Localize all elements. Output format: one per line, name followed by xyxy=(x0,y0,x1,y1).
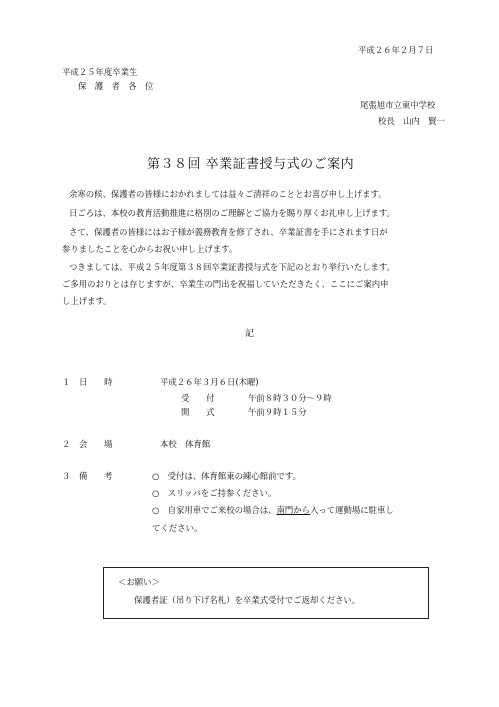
note-parking xyxy=(152,506,394,514)
note-reception-place: ○ 受付は、体育館東の練心館前です。 xyxy=(152,471,302,481)
item-label-datetime: 日 時 xyxy=(79,377,113,387)
announcement-line-2: ご多用のおりとは存じますが、卒業生の門出を祝福していただきたく、ここにご案内申 xyxy=(62,279,389,289)
item-number-venue: ２ xyxy=(62,439,71,449)
note-slippers: ○ スリッパをご持参ください。 xyxy=(152,488,277,498)
request-heading: ＜お願い＞ xyxy=(118,577,160,587)
thanks-paragraph: 日ごろは、本校の教育活動推進に格別のご理解とご協力を賜り厚くお礼申し上げます。 xyxy=(69,208,395,218)
opening-time: 午前９時１５分 xyxy=(248,407,307,417)
note-parking-pre: ○ 自家用車でご来校の場合は、 xyxy=(152,505,277,515)
page-title: 第３８回 卒業証書授与式のご案内 xyxy=(147,157,355,172)
reception-label: 受 付 xyxy=(181,393,215,403)
reception-time: 午前８時３０分～９時 xyxy=(248,393,332,403)
announcement-line-3: し上げます。 xyxy=(62,296,112,306)
greeting-paragraph: 余寒の候、保護者の皆様におかれましては益々ご清祥のこととお喜び申し上げます。 xyxy=(69,189,387,199)
note-parking-south-gate: 南門から xyxy=(276,505,311,515)
request-box xyxy=(103,567,429,619)
ceremony-date: 平成２６年３月６日(木曜) xyxy=(160,377,259,387)
announcement-line-1: つきましては、平成２５年度第３８回卒業証書授与式を下記のとおり挙行いたします。 xyxy=(69,262,395,272)
addressee-guardians: 保 護 者 各 位 xyxy=(78,81,154,91)
document-date: 平成２６年２月７日 xyxy=(358,45,434,55)
item-label-notes: 備 考 xyxy=(79,471,113,481)
request-text: 保護者証（吊り下げ名札）を卒業式受付でご返却ください。 xyxy=(134,595,361,605)
item-label-venue: 会 場 xyxy=(79,439,113,449)
item-number-datetime: １ xyxy=(62,377,71,387)
note-parking-post: 入って運動場に駐車し xyxy=(310,505,394,515)
note-parking-line-2: てください。 xyxy=(152,523,203,533)
sender-principal: 校長 山内 賢一 xyxy=(378,116,445,126)
addressee-graduating-class: 平成２５年度卒業生 xyxy=(62,67,138,77)
ki-marker: 記 xyxy=(245,329,255,339)
congratulations-line-2: 参りましたことを心からお祝い申し上げます。 xyxy=(62,244,238,254)
opening-label: 開 式 xyxy=(181,407,215,417)
venue-value: 本校 体育館 xyxy=(160,439,211,449)
item-number-notes: ３ xyxy=(62,471,71,481)
sender-school: 尾張旭市立東中学校 xyxy=(360,100,436,110)
congratulations-line-1: さて、保護者の皆様にはお子様が義務教育を修了され、卒業証書を手にされます日が xyxy=(69,227,388,237)
